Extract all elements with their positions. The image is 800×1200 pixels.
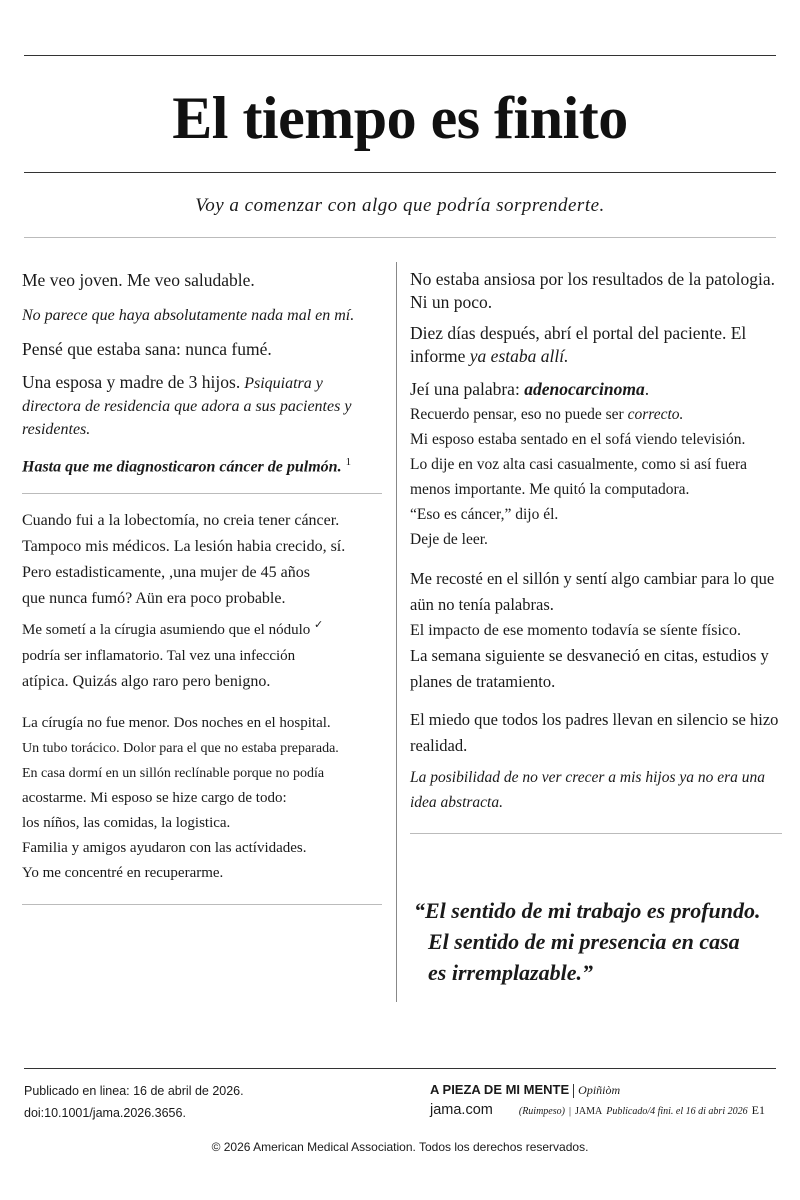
paragraph: No parece que haya absolutamente nada mal en mí. [22,307,355,324]
footer-right [430,1080,780,1122]
text-span: Diez días después, abrí el portal del paciente. [410,323,727,343]
paragraph: acostarme. Mi esposo se hize cargo de todo: [22,790,287,807]
paragraph: Yo me concentré en recuperarme. [22,865,224,882]
text-span: Jeí una palabra: [410,379,520,399]
check-icon: ✓ [314,619,324,632]
paragraph: En casa dormí en un sillón reclínable porque no podía [22,766,325,782]
quote-line: “El sentido de mi trabajo es profundo. [414,898,761,923]
paragraph: No estaba ansiosa por los resultados de la patologia. Ni un poco. [410,269,775,312]
footnote-mark: 1 [345,456,352,468]
paragraph: los níños, las comidas, la logistica. [22,815,231,832]
left-column [22,268,382,919]
section-divider [410,833,782,834]
text-span: Psiquiatra y directora de residencia que adora a sus pacientes y residentes. [22,375,352,438]
text-span: adenocarcinoma [524,379,645,399]
text-span: Una esposa y madre de 3 hijos. [22,372,241,392]
text-span: El informe [410,323,747,366]
paragraph: Me recosté en el sillón y sentí algo cambiar para lo que aün no tenía palabras. [410,569,775,614]
paragraph: que nunca fumó? Aün era poco probable. [22,590,286,608]
page-number: E1 [751,1103,765,1117]
column-divider [396,262,397,1002]
divider-bar: | [568,1106,571,1117]
published-date: Publicado en linea: 16 de abril de 2026. [24,1084,244,1098]
paragraph: El impacto de ese momento todavía se síente físico. [410,622,742,639]
quote-line: es irremplazable.” [428,960,593,985]
paragraph: El miedo que todos los padres llevan en silencio se hizo realidad. [410,710,779,755]
text-span: Me sometí a la círugia asumiendo que el nódulo [22,622,311,639]
text-span: Hasta que me diagnosticaron cáncer de pulmón. [22,458,342,476]
footer-rule [24,1068,776,1069]
reprint-label: (Ruimpeso) [518,1106,565,1117]
page-title: El tiempo es finito [172,85,628,151]
paragraph: La círugía no fue menor. Dos noches en el hospital. [22,715,331,732]
paragraph: Familia y amigos ayudaron con las actívidades. [22,840,307,857]
paragraph [22,612,382,643]
paragraph: Pero estadisticamente, ,una mujer de 45 años [22,564,310,582]
paragraph [410,322,782,368]
paragraph: atípica. Quizás algo raro pero benigno. [22,673,271,691]
paragraph: Pensé que estaba sana: nunca fumé. [22,339,272,359]
paragraph: Tampoco mis médicos. La lesión habia crecido, sí. [22,538,346,556]
subtitle: Voy a comenzar con algo que podría sorprenderte. [195,195,605,216]
section-divider [22,493,382,494]
publication-info: Publicado/4 fini. el 16 di abri 2026 [606,1106,748,1117]
paragraph [22,370,382,441]
text-span: ya estaba allí. [469,346,569,366]
text-span: Recuerdo pensar, eso no puede ser [410,406,624,423]
doi: doi:10.1001/jama.2026.3656. [24,1106,186,1120]
paragraph: La semana siguiente se desvaneció en citas, estudios y planes de tratamiento. [410,646,769,691]
section-divider [22,904,382,905]
site-link[interactable]: jama.com [430,1102,493,1118]
paragraph: podría ser inflamatorio. Tal vez una infección [22,648,296,665]
top-rule [24,55,776,56]
paragraph: Mi esposo estaba sentado en el sofá viendo televisión. [410,431,746,448]
text-span: . [644,379,650,399]
journal-line [430,1100,780,1122]
paragraph [22,450,382,479]
footer-left [24,1080,244,1124]
quote-line: El sentido de mi presencia en casa [428,929,740,954]
paragraph [410,402,782,427]
section-label [430,1080,780,1100]
text-span: correcto. [627,406,684,423]
paragraph: Un tubo torácico. Dolor para el que no estaba preparada. [22,741,339,757]
paragraph: Me veo joven. Me veo saludable. [22,270,255,290]
paragraph: Deje de leer. [410,531,488,548]
subtitle-rule [24,237,776,238]
right-column [410,268,782,848]
title-rule [24,172,776,173]
section-name: A PIEZA DE MI MENTE [430,1082,570,1097]
paragraph [410,376,782,402]
journal-name: JAMA [574,1106,603,1117]
paragraph: Lo dije en voz alta casi casualmente, como si así fuera menos importante. Me quitó la computadora. [410,456,747,498]
paragraph: “Eso es cáncer,” dijo él. [410,506,559,523]
paragraph: La posibilidad de no ver crecer a mis hijos ya no era una idea abstracta. [410,769,766,811]
copyright: © 2026 American Medical Association. Todos los derechos reservados. [211,1140,589,1154]
pull-quote [414,895,784,988]
divider-bar [573,1084,574,1098]
paragraph: Cuando fui a la lobectomía, no creia tener cáncer. [22,512,340,530]
section-type: Opiñiòm [578,1083,621,1097]
